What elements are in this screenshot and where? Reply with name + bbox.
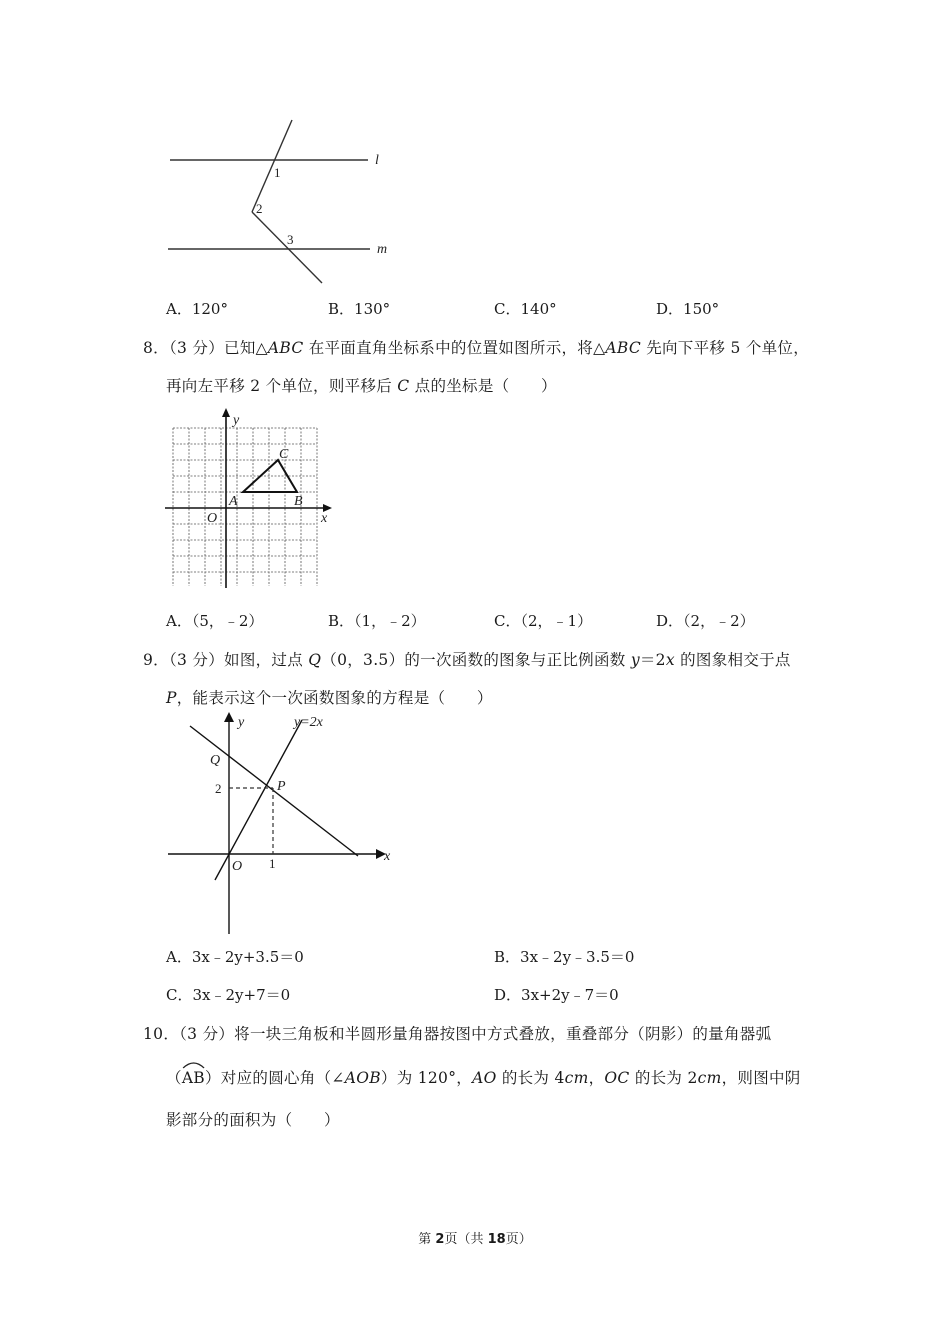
- total-pages-number: 18: [487, 1232, 506, 1247]
- q9-figure: [160, 708, 400, 938]
- q9-stem-line1: 9．（3 分）如图，过点 Q（0，3.5）的一次函数的图象与正比例函数 y＝2x 的图象相交于点: [143, 651, 791, 669]
- angle-3-label: 3: [287, 232, 294, 247]
- angle-2-label: 2: [256, 201, 263, 216]
- q8-grid-figure: [165, 408, 340, 593]
- page-footer: 第 2页（共 18页）: [418, 1232, 532, 1247]
- q8-origin-label: O: [207, 511, 218, 526]
- q8-option-c[interactable]: C．（2，﹣1）: [494, 612, 593, 630]
- q7-option-b[interactable]: B．130°: [328, 300, 391, 318]
- q10-stem-line2: （ AB）对应的圆心角（∠AOB）为 120°，AO 的长为 4cm，OC 的长为 2cm，则图中阴: [166, 1066, 801, 1088]
- q7-option-c[interactable]: C．140°: [494, 300, 557, 318]
- q8-x-axis-label: x: [321, 511, 328, 526]
- q8-point-a-label: A: [229, 494, 238, 509]
- q9-origin-label: O: [232, 859, 243, 874]
- q9-tick-1-label: 1: [269, 856, 276, 871]
- q9-line-y2x-label: y=2x: [294, 715, 323, 730]
- q10-stem-line1: 10．（3 分）将一块三角板和半圆形量角器按图中方式叠放，重叠部分（阴影）的量角器弧: [143, 1025, 772, 1043]
- q7-figure: [160, 115, 400, 295]
- q8-point-c-label: C: [279, 447, 289, 462]
- q9-option-a[interactable]: A．3x﹣2y+3.5＝0: [166, 948, 304, 966]
- q9-y-axis-label: y: [238, 715, 245, 730]
- q9-stem-line2: P，能表示这个一次函数图象的方程是（ ）: [166, 689, 493, 707]
- q9-x-axis-label: x: [384, 849, 391, 864]
- q8-y-axis-label: y: [233, 413, 240, 428]
- q9-option-b[interactable]: B．3x﹣2y﹣3.5＝0: [494, 948, 635, 966]
- current-page-number: 2: [435, 1232, 445, 1247]
- q8-option-a[interactable]: A．（5，﹣2）: [166, 612, 264, 630]
- q7-option-d[interactable]: D．150°: [656, 300, 720, 318]
- q8-option-d[interactable]: D．（2，﹣2）: [656, 612, 755, 630]
- q8-option-b[interactable]: B．（1，﹣2）: [328, 612, 426, 630]
- q8-stem-line1: 8．（3 分）已知△ABC 在平面直角坐标系中的位置如图所示，将△ABC 先向下平移 5 个单位，: [143, 339, 810, 357]
- q8-point-b-label: B: [294, 494, 303, 509]
- q9-point-p-label: P: [277, 779, 286, 794]
- line-l-label: l: [375, 153, 379, 168]
- q10-stem-line3: 影部分的面积为（ ）: [166, 1111, 340, 1129]
- q8-stem-line2: 再向左平移 2 个单位，则平移后 C 点的坐标是（ ）: [166, 377, 557, 395]
- q9-option-c[interactable]: C．3x﹣2y+7＝0: [166, 986, 291, 1004]
- angle-1-label: 1: [274, 165, 281, 180]
- q9-option-d[interactable]: D．3x+2y﹣7＝0: [494, 986, 619, 1004]
- q9-tick-2-label: 2: [215, 781, 222, 796]
- q9-point-q-label: Q: [210, 753, 221, 768]
- q10-arc-ab: AB: [182, 1069, 205, 1087]
- q7-option-a[interactable]: A．120°: [166, 300, 228, 318]
- line-m-label: m: [377, 242, 388, 257]
